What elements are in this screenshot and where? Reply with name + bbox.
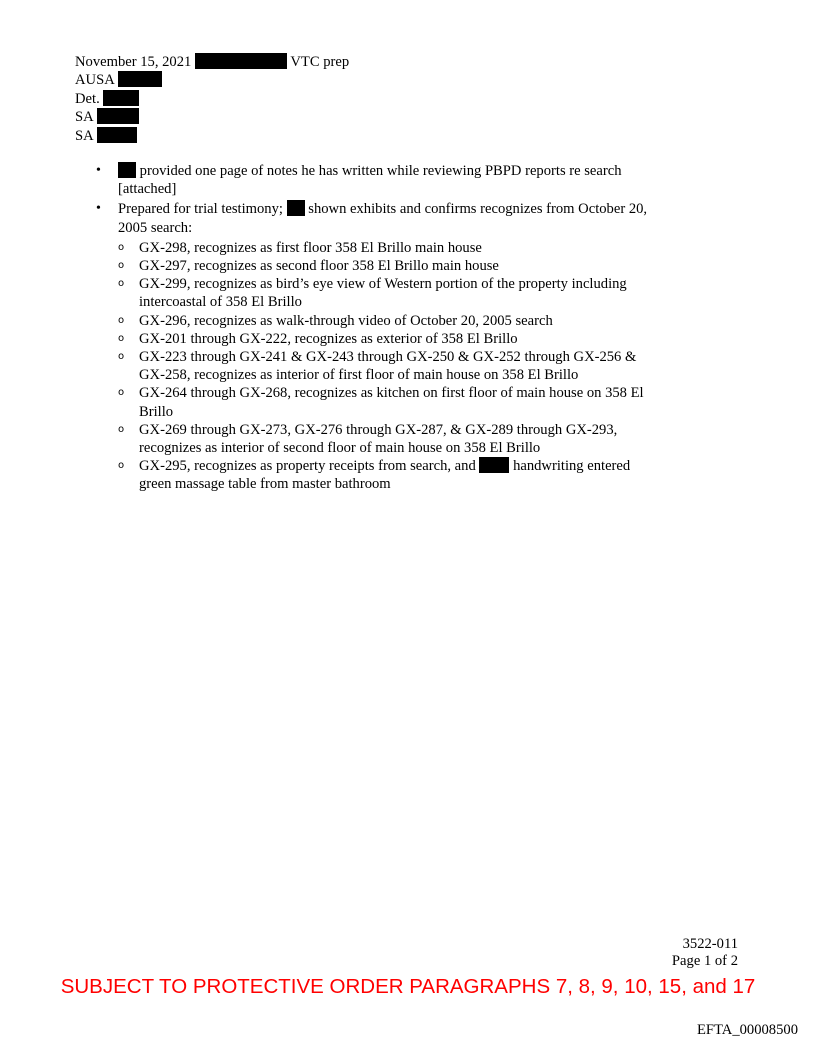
sub-bullet-item <box>118 421 656 457</box>
bullet-item <box>96 162 656 198</box>
circle-bullet-icon: o <box>118 332 125 344</box>
circle-bullet-icon: o <box>118 260 125 272</box>
attendee-line <box>75 90 349 108</box>
sub-bullet-text: GX-201 through GX-222, recognizes as exterior of 358 El Brillo <box>139 330 518 347</box>
sub-bullet-item <box>118 457 656 493</box>
redaction-block <box>97 127 137 143</box>
circle-bullet-icon: o <box>118 423 125 435</box>
bullet-item <box>96 200 656 236</box>
sub-bullet-item <box>118 312 656 330</box>
sub-bullet-text: GX-223 through GX-241 & GX-243 through GX-250 & GX-252 through GX-256 & GX-258, recognizes as interior of first floor of main house on 358 El Brillo <box>139 349 637 384</box>
circle-bullet-icon: o <box>118 351 125 363</box>
sub-bullet-text: GX-295, recognizes as property receipts from search, and <box>139 458 476 475</box>
attendee-title: Det. <box>75 90 100 107</box>
sub-bullet-text: GX-297, recognizes as second floor 358 El Brillo main house <box>139 258 499 275</box>
attendee-line <box>75 127 349 145</box>
bullet-text: shown exhibits and confirms recognizes from October 20, 2005 search: <box>118 201 648 236</box>
sub-bullet-text: GX-299, recognizes as bird’s eye view of Western portion of the property including intercoastal of 358 El Brillo <box>139 276 627 311</box>
sub-bullet-item <box>118 348 656 384</box>
date-line <box>75 53 349 71</box>
redaction-block <box>195 53 287 69</box>
attendee-title: SA <box>75 127 93 144</box>
sub-bullet-item <box>118 275 656 311</box>
sub-bullet-item <box>118 239 656 257</box>
page-footer-ids <box>672 936 738 970</box>
circle-bullet-icon: o <box>118 278 125 290</box>
redaction-block <box>479 457 509 473</box>
sub-bullet-text: GX-269 through GX-273, GX-276 through GX-287, & GX-289 through GX-293, recognizes as interior of second floor of main house on 358 El Brillo <box>139 421 618 457</box>
sub-bullet-item <box>118 257 656 275</box>
sub-bullet-text: GX-296, recognizes as walk-through video of October 20, 2005 search <box>139 312 553 329</box>
attendee-title: SA <box>75 109 93 126</box>
redaction-block <box>287 200 305 216</box>
redaction-block <box>118 71 162 87</box>
circle-bullet-icon: o <box>118 460 125 472</box>
date-line-suffix: VTC prep <box>290 54 350 70</box>
bullet-text: provided one page of notes he has written while reviewing PBPD reports re search [attached] <box>118 163 622 198</box>
attendee-title: AUSA <box>75 72 114 89</box>
bullet-dot-icon: • <box>96 163 101 178</box>
bates-number: EFTA_00008500 <box>697 1022 798 1038</box>
redaction-block <box>103 90 139 106</box>
attendee-line <box>75 71 349 89</box>
memo-header <box>75 53 349 145</box>
document-number: 3522-011 <box>682 936 738 952</box>
attendee-line <box>75 108 349 126</box>
sub-bullet-text: GX-298, recognizes as first floor 358 El Brillo main house <box>139 239 482 256</box>
sub-bullet-text: handwriting entered green massage table from master bathroom <box>139 458 631 493</box>
circle-bullet-icon: o <box>118 314 125 326</box>
circle-bullet-icon: o <box>118 387 125 399</box>
circle-bullet-icon: o <box>118 241 125 253</box>
redaction-block <box>97 108 139 124</box>
sub-bullet-item <box>118 384 656 420</box>
protective-order-notice: SUBJECT TO PROTECTIVE ORDER PARAGRAPHS 7, 8, 9, 10, 15, and 17 <box>60 975 756 998</box>
notes-body <box>96 162 656 494</box>
exhibit-sublist <box>118 239 656 494</box>
sub-bullet-text: GX-264 through GX-268, recognizes as kitchen on first floor of main house on 358 El Brillo <box>139 385 644 420</box>
date-text: November 15, 2021 <box>75 54 192 70</box>
bullet-prefix: Prepared for trial testimony; <box>118 201 283 218</box>
redaction-block <box>118 162 136 178</box>
bullet-dot-icon: • <box>96 201 101 217</box>
page-number: Page 1 of 2 <box>671 953 738 969</box>
sub-bullet-item <box>118 330 656 348</box>
